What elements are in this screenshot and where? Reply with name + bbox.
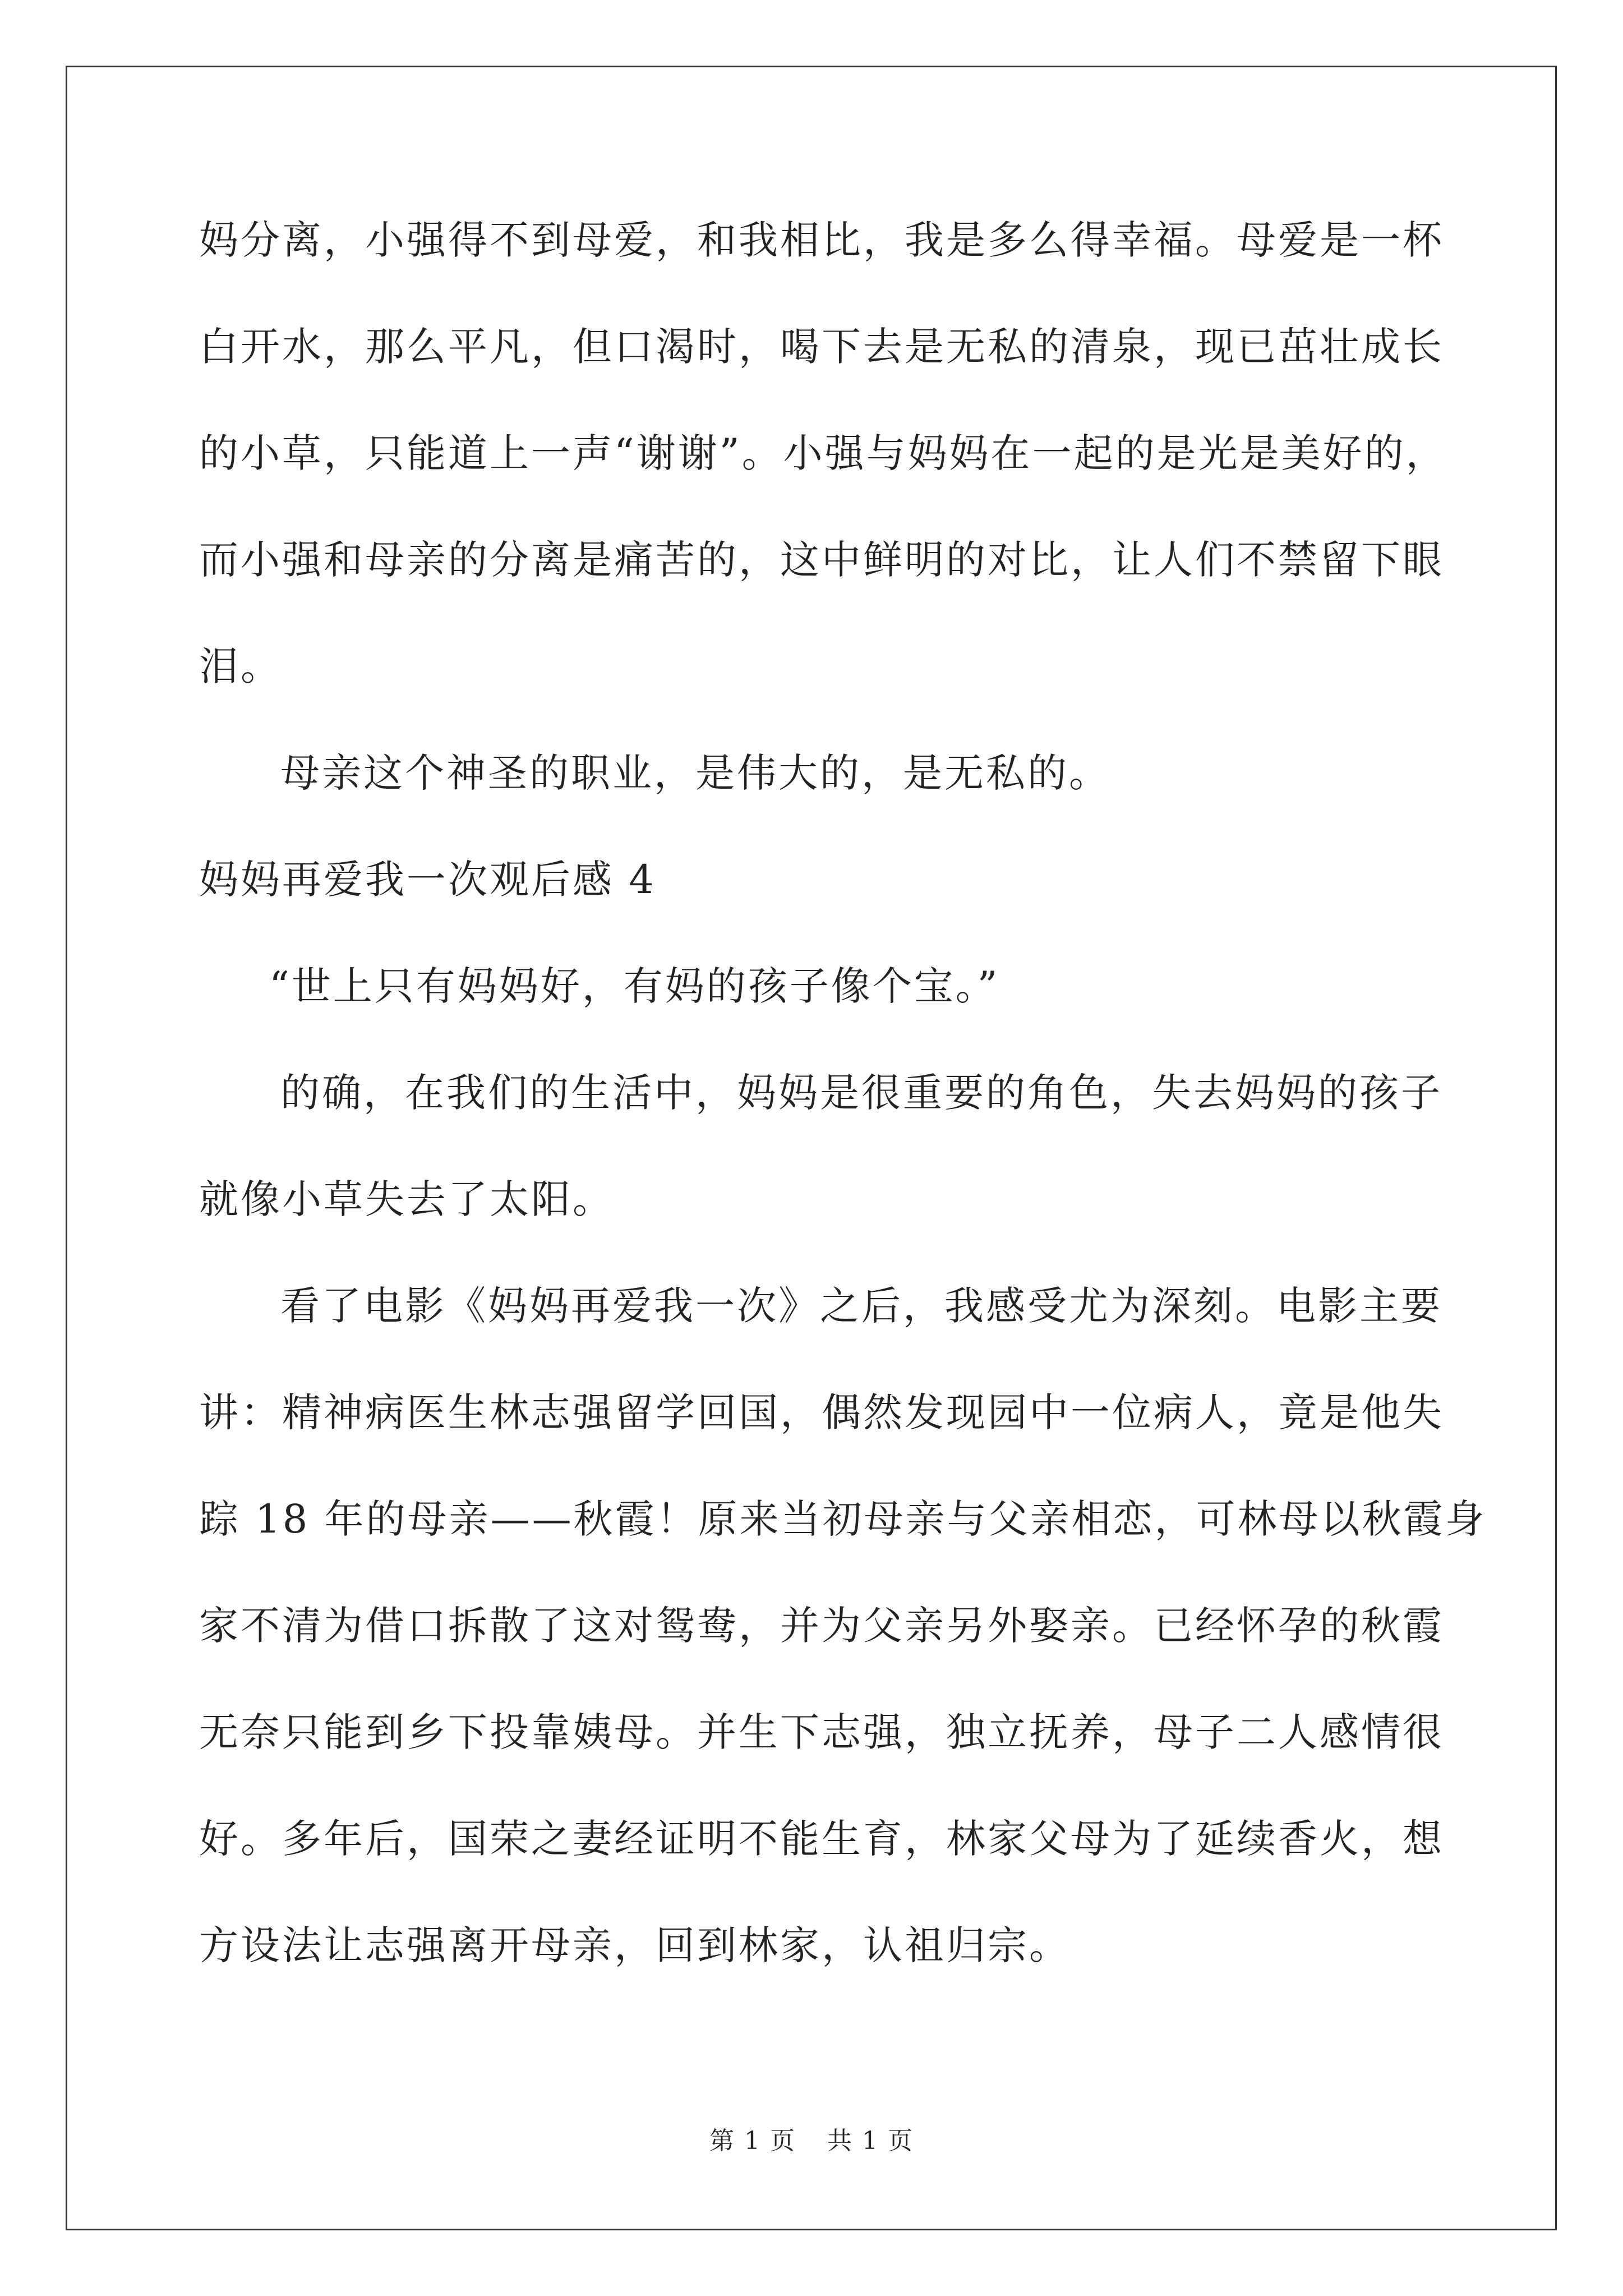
text-line: 就像小草失去了太阳。 <box>199 1176 614 1222</box>
section-heading: 妈妈再爱我一次观后感 4 <box>199 857 656 903</box>
text-line: 白开水，那么平凡，但口渴时，喝下去是无私的清泉，现已茁壮成长 <box>199 324 1444 370</box>
text-line: 方设法让志强离开母亲，回到林家，认祖归宗。 <box>199 1922 1071 1968</box>
text-line: 的小草，只能道上一声“谢谢”。小强与妈妈在一起的是光是美好的， <box>199 430 1447 476</box>
text-line: 家不清为借口拆散了这对鸳鸯，并为父亲另外娶亲。已经怀孕的秋霞 <box>199 1603 1444 1649</box>
text-line: 无奈只能到乡下投靠姨母。并生下志强，独立抚养，母子二人感情很 <box>199 1709 1444 1755</box>
text-line: 讲：精神病医生林志强留学回国，偶然发现园中一位病人，竟是他失 <box>199 1389 1444 1435</box>
text-line: 妈分离，小强得不到母爱，和我相比，我是多么得幸福。母爱是一杯 <box>199 217 1444 263</box>
paragraph-line: 母亲这个神圣的职业，是伟大的，是无私的。 <box>280 750 1110 796</box>
page-border <box>66 66 1557 2230</box>
text-line: 而小强和母亲的分离是痛苦的，这中鲜明的对比，让人们不禁留下眼 <box>199 537 1444 583</box>
paragraph-line: 的确，在我们的生活中，妈妈是很重要的角色，失去妈妈的孩子 <box>280 1070 1442 1116</box>
page-number: 第 1 页 <box>709 2127 796 2155</box>
paragraph-line: 看了电影《妈妈再爱我一次》之后，我感受尤为深刻。电影主要 <box>280 1283 1442 1329</box>
quote-line: “世上只有妈妈好，有妈的孩子像个宝。” <box>269 963 1000 1009</box>
text-line: 好。多年后，国荣之妻经证明不能生育，林家父母为了延续香火，想 <box>199 1816 1444 1862</box>
text-line: 泪。 <box>199 643 282 689</box>
text-line: 踪 18 年的母亲——秋霞！原来当初母亲与父亲相恋，可林母以秋霞身 <box>199 1496 1487 1542</box>
page-total: 共 1 页 <box>827 2127 914 2155</box>
page-footer <box>0 2120 1623 2156</box>
